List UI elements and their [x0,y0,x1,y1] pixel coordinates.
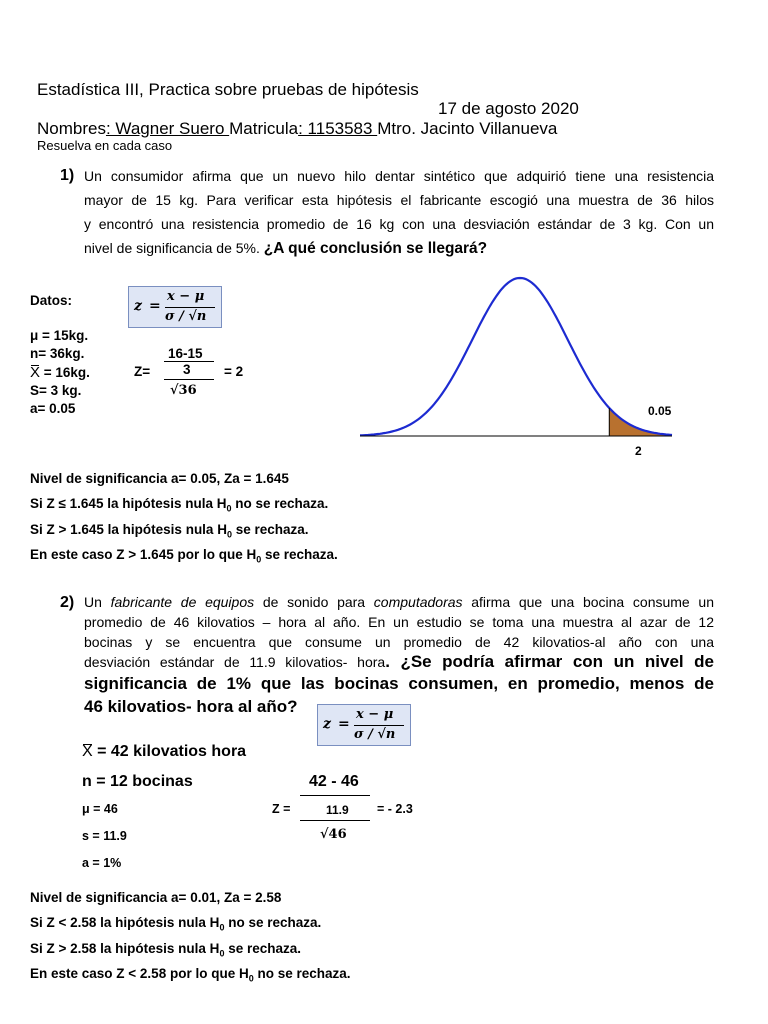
p2-conclusion-line [30,966,351,984]
problem-1-line: y encontró una resistencia promedio de 16 kg con una desviación estándar de 3 kg. Con un [84,216,714,232]
datum-a: a= 0.05 [30,401,76,416]
calc2-bottom: √46 [320,827,347,842]
calc1-z-label: Z= [134,364,151,379]
formula-z: z [323,716,331,732]
conclusion-tail: se rechaza. [231,522,309,537]
text: desviación estándar de 11.9 kilovatios- hora [84,654,386,670]
problem-1-last-line [84,236,714,261]
calc2-z-label: Z = [272,802,291,816]
italic-text: fabricante de equipos [110,594,255,610]
datum-mu: μ = 15kg. [30,328,89,343]
formula-z: z [134,298,142,314]
conclusion-tail: no se rechaza. [253,966,351,981]
conclusion-text: Si Z ≤ 1.645 la hipótesis nula H [30,496,227,511]
p2-conclusion-line [30,941,301,959]
formula-fraction-bar [165,307,215,308]
matricula-label: Matricula [229,119,299,138]
calc1-bottom: √36 [170,383,197,398]
xbar-value: = 16kg. [40,365,90,380]
datum-xbar-2 [82,743,246,761]
conclusion-text: Si Z > 1.645 la hipótesis nula H [30,522,227,537]
names-value: : Wagner Suero [105,119,230,138]
formula-fraction-bar [354,725,404,726]
subscript-zero: 0 [226,529,232,540]
z-formula-image [128,286,222,328]
p1-conclusion-line: Nivel de significancia a= 0.05, Za = 1.645 [30,471,289,486]
subscript-zero: 0 [219,948,225,959]
xbar-symbol: X [30,364,41,381]
formula-eq: = [149,298,161,314]
problem-1-question: ¿A qué conclusión se llegará? [263,240,488,257]
problem-2-number: 2) [60,594,75,611]
document-date: 17 de agosto 2020 [438,99,579,118]
matricula-value: : 1153583 [298,119,378,138]
normal-distribution-curve [360,270,680,445]
student-info-line [37,119,557,139]
subscript-zero: 0 [256,554,262,565]
formula-denominator: σ / √n [354,727,396,742]
problem-2-line: promedio de 46 kilovatios – hora al año. En un estudio se toma una muestra al azar de 12 [84,614,714,630]
italic-text: computadoras [373,594,463,610]
text: afirma que una bocina consume un [462,594,714,610]
conclusion-tail: se rechaza. [224,941,302,956]
datum-n-2: n = 12 bocinas [82,773,193,790]
calc1-result: = 2 [224,364,244,379]
critical-value-label: 2 [635,444,642,458]
formula-numerator: x − μ [167,289,205,304]
p1-conclusion-line [30,522,309,540]
conclusion-text: En este caso Z > 1.645 por lo que H [30,547,257,562]
problem-2-line [84,652,714,672]
problem-2-line: bocinas y se encuentra que consume un promedio de 42 kilovatios-al año con una [84,634,714,650]
xbar-symbol: X [82,743,93,760]
instruction: Resuelva en cada caso [37,138,173,153]
problem-1-line: Un consumidor afirma que un nuevo hilo dentar sintético que adquirió tiene una resistencia [84,168,714,184]
calc1-middle: 3 [183,362,191,377]
conclusion-text: Si Z > 2.58 la hipótesis nula H [30,941,220,956]
datos-label: Datos: [30,293,73,308]
subscript-zero: 0 [248,973,254,984]
document-title: Estadística III, Practica sobre pruebas de hipótesis [37,80,419,99]
calc2-bar-bottom [300,820,370,821]
subscript-zero: 0 [226,503,232,514]
datum-s-2: s = 11.9 [82,829,127,843]
tail-area-label: 0.05 [648,404,672,418]
p1-conclusion-line [30,547,338,565]
teacher-name: Mtro. Jacinto Villanueva [377,119,558,138]
z-formula-image [317,704,411,746]
bell-curve-line [360,278,672,435]
problem-1-last-text: nivel de significancia de 5%. [84,240,260,256]
calc1-bar-bottom [164,379,214,380]
calc2-top: 42 - 46 [309,773,359,790]
datum-xbar [30,364,90,381]
problem-2-question-line: significancia de 1% que las bocinas consumen, en promedio, menos de [84,674,714,693]
question-text: . ¿Se podría afirmar con un nivel de [385,652,714,671]
datum-mu-2: μ = 46 [82,802,118,816]
text: de sonido para [254,594,374,610]
conclusion-tail: no se rechaza. [224,915,322,930]
calc2-result: = - 2.3 [377,802,413,816]
p2-conclusion-line [30,915,321,933]
xbar-value: = 42 kilovatios hora [92,743,247,760]
formula-numerator: x − μ [356,707,394,722]
datum-s: S= 3 kg. [30,383,82,398]
problem-1-line: mayor de 15 kg. Para verificar esta hipótesis el fabricante escogió una muestra de 36 hilos [84,192,714,208]
p1-conclusion-line [30,496,328,514]
p2-conclusion-line: Nivel de significancia a= 0.01, Za = 2.58 [30,890,282,905]
datum-a-2: a = 1% [82,856,122,870]
problem-2-line [84,592,714,612]
problem-1-statement [84,164,714,261]
text: Un [84,594,111,610]
datum-n: n= 36kg. [30,346,85,361]
conclusion-tail: se rechaza. [261,547,338,562]
problem-1-number: 1) [60,167,75,184]
calc1-top: 16-15 [168,346,203,361]
calc2-middle: 11.9 [326,803,349,817]
subscript-zero: 0 [219,922,225,933]
problem-2-statement [84,592,714,718]
formula-denominator: σ / √n [165,309,207,324]
problem-2-question-line: 46 kilovatios- hora al año? [84,697,298,716]
conclusion-tail: no se rechaza. [231,496,329,511]
names-label: Nombres [37,119,106,138]
conclusion-text: En este caso Z < 2.58 por lo que H [30,966,249,981]
formula-eq: = [338,716,350,732]
conclusion-text: Si Z < 2.58 la hipótesis nula H [30,915,220,930]
calc2-bar-top [300,795,370,796]
